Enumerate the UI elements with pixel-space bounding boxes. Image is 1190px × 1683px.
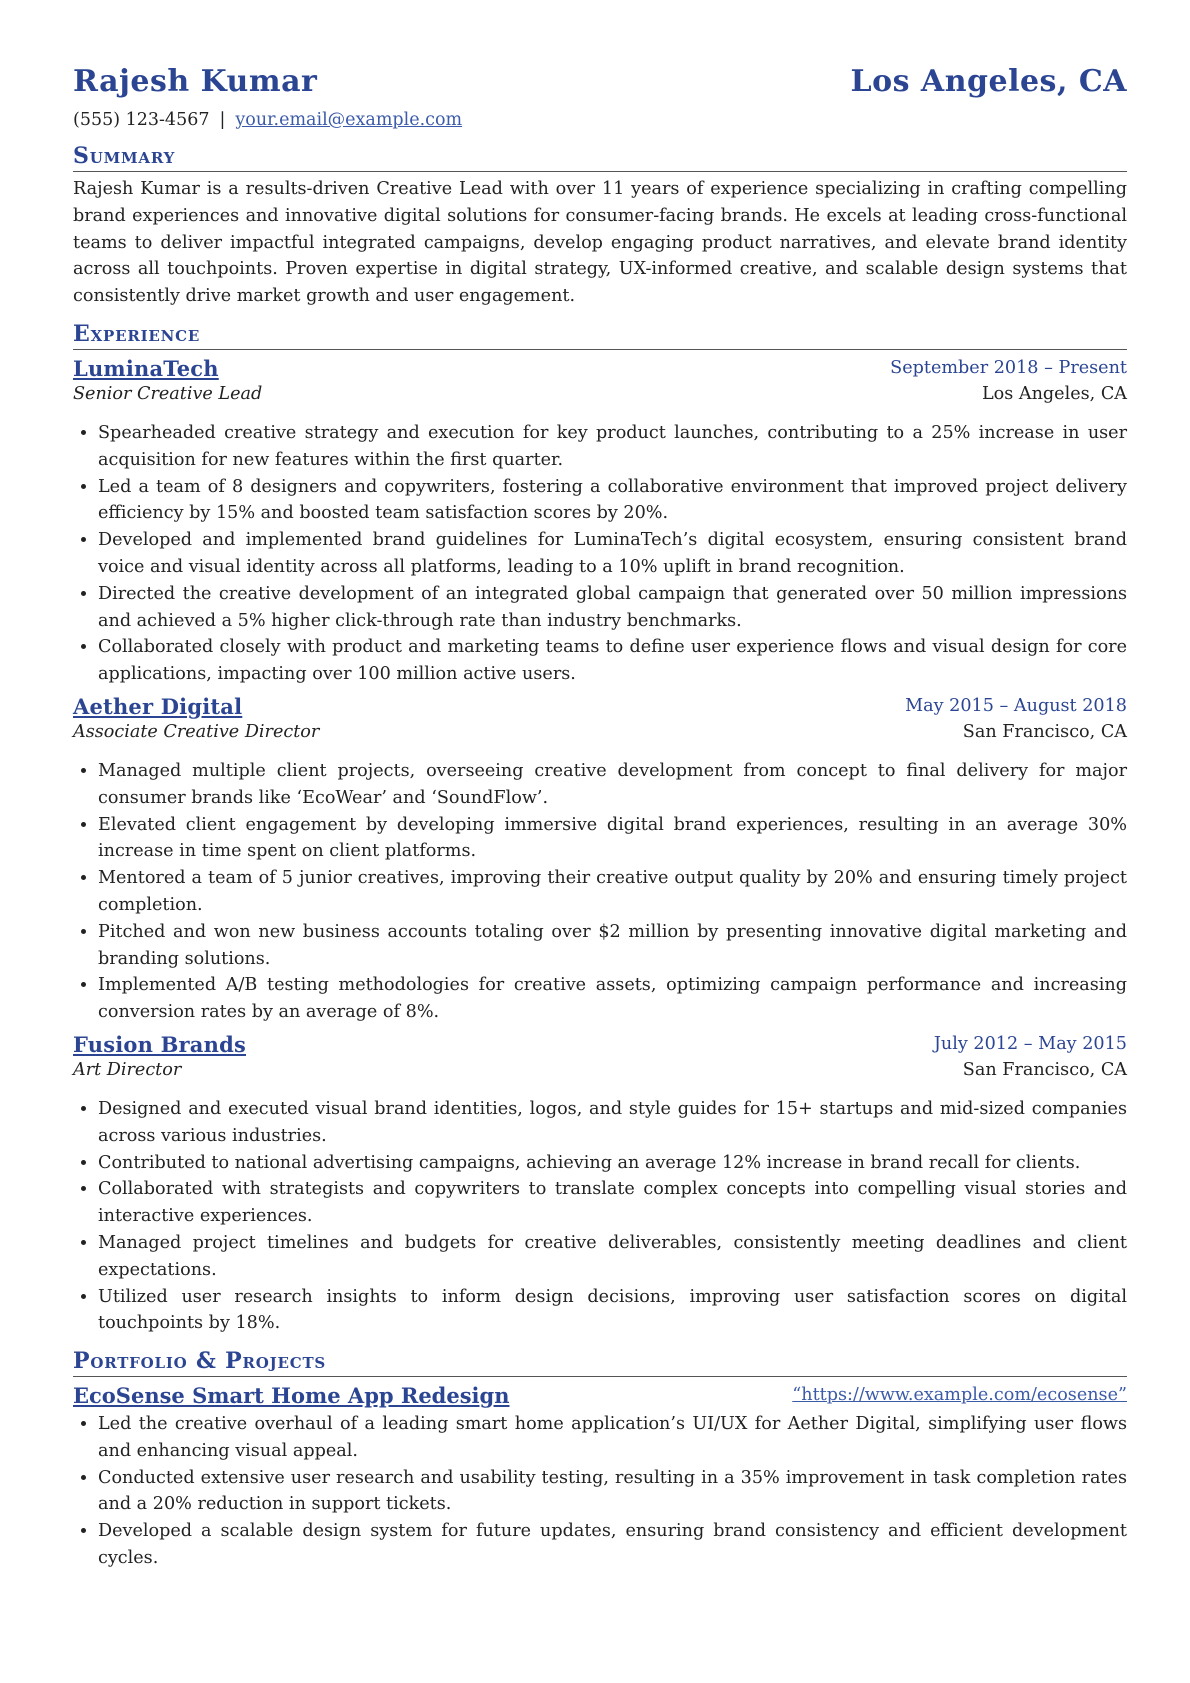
phone-number: (555) 123-4567 [73, 110, 210, 130]
job-city: Los Angeles, CA [981, 383, 1127, 404]
job-dates: May 2015 – August 2018 [905, 695, 1127, 716]
bullet-item: • Pitched and won new business accounts totaling over $2 million by presenting innovative digital marketing and branding solutions. [98, 919, 1127, 973]
bullet-item: • Conducted extensive user research and usability testing, resulting in a 35% improvement in task completion rates and a 20% reduction in support tickets. [98, 1465, 1127, 1519]
job-dates: July 2012 – May 2015 [933, 1033, 1127, 1054]
summary-text: Rajesh Kumar is a results-driven Creative Lead with over 11 years of experience specializing in crafting compelling brand experiences and innovative digital solutions for consumer-facing brands. He excels at leading cross-functional teams to deliver impactful integrated campaigns, develop engaging product narratives, and elevate brand identity across all touchpoints. Proven expertise in digital strategy, UX-informed creative, and scalable design systems that consistently drive market growth and user engagement. [73, 179, 1127, 307]
company-link[interactable]: Aether Digital [73, 693, 243, 719]
summary-heading: Summary [73, 142, 1127, 172]
email-link[interactable]: your.email@example.com [235, 110, 463, 130]
bullet-item: • Contributed to national advertising campaigns, achieving an average 12% increase in brand recall for clients. [98, 1150, 1127, 1177]
summary-section [73, 142, 1127, 310]
job-role: Senior Creative Lead [73, 383, 263, 404]
portfolio-section [73, 1347, 1127, 1572]
bullet-item: • Developed a scalable design system for future updates, ensuring brand consistency and efficient development cycles. [98, 1518, 1127, 1572]
bullet-item: • Collaborated closely with product and marketing teams to define user experience flows and visual design for core applications, impacting over 100 million active users. [98, 634, 1127, 688]
bullet-item: • Spearheaded creative strategy and execution for key product launches, contributing to a 25% increase in user acquisition for new features within the first quarter. [98, 420, 1127, 474]
resume-header [73, 0, 1127, 142]
bullet-item: • Mentored a team of 5 junior creatives, improving their creative output quality by 20% and ensuring timely project completion. [98, 865, 1127, 919]
bullet-item: • Elevated client engagement by developing immersive digital brand experiences, resulting in an average 30% increase in time spent on client platforms. [98, 812, 1127, 866]
portfolio-heading: Portfolio & Projects [73, 1347, 1127, 1377]
job-bullets [73, 1096, 1127, 1337]
candidate-location: Los Angeles, CA [850, 64, 1127, 99]
bullet-item: • Utilized user research insights to inform design decisions, improving user satisfaction scores on digital touchpoints by 18%. [98, 1284, 1127, 1338]
contact-line [73, 110, 462, 130]
company-link[interactable]: Fusion Brands [73, 1031, 246, 1057]
bullet-item: • Designed and executed visual brand identities, logos, and style guides for 15+ startups and mid-sized companies across various industries. [98, 1096, 1127, 1150]
bullet-item: • Implemented A/B testing methodologies for creative assets, optimizing campaign performance and increasing conversion rates by an average of 8%. [98, 972, 1127, 1026]
experience-heading: Experience [73, 320, 1127, 350]
bullet-item: • Developed and implemented brand guidelines for LuminaTech’s digital ecosystem, ensuring consistent brand voice and visual identity across all platforms, leading to a 10% uplift in brand recognition. [98, 527, 1127, 581]
job-entry [73, 694, 1127, 1026]
job-role: Art Director [73, 1059, 182, 1080]
project-url-link[interactable]: “https://www.example.com/ecosense” [792, 1385, 1127, 1406]
bullet-item: • Led a team of 8 designers and copywriters, fostering a collaborative environment that improved project delivery efficiency by 15% and boosted team satisfaction scores by 20%. [98, 474, 1127, 528]
bullet-item: • Directed the creative development of an integrated global campaign that generated over 50 million impressions and achieved a 5% higher click-through rate than industry benchmarks. [98, 581, 1127, 635]
contact-separator: | [219, 110, 226, 130]
job-entry [73, 356, 1127, 688]
job-city: San Francisco, CA [962, 721, 1127, 742]
bullet-item: • Collaborated with strategists and copywriters to translate complex concepts into compelling visual stories and interactive experiences. [98, 1176, 1127, 1230]
job-city: San Francisco, CA [962, 1059, 1127, 1080]
bullet-item: • Managed project timelines and budgets for creative deliverables, consistently meeting deadlines and client expectations. [98, 1230, 1127, 1284]
job-role: Associate Creative Director [73, 721, 320, 742]
job-dates: September 2018 – Present [890, 357, 1127, 378]
project-title-link[interactable]: EcoSense Smart Home App Redesign [73, 1383, 510, 1409]
candidate-name: Rajesh Kumar [73, 64, 318, 99]
project-bullets [73, 1411, 1127, 1572]
resume-page [73, 0, 1127, 1572]
job-entry [73, 1032, 1127, 1337]
project-entry [73, 1383, 1127, 1572]
bullet-item: • Led the creative overhaul of a leading smart home application’s UI/UX for Aether Digital, simplifying user flows and enhancing visual appeal. [98, 1411, 1127, 1465]
job-bullets [73, 758, 1127, 1026]
bullet-item: • Managed multiple client projects, overseeing creative development from concept to final delivery for major consumer brands like ‘EcoWear’ and ‘SoundFlow’. [98, 758, 1127, 812]
experience-section [73, 320, 1127, 1337]
company-link[interactable]: LuminaTech [73, 355, 219, 381]
job-bullets [73, 420, 1127, 688]
